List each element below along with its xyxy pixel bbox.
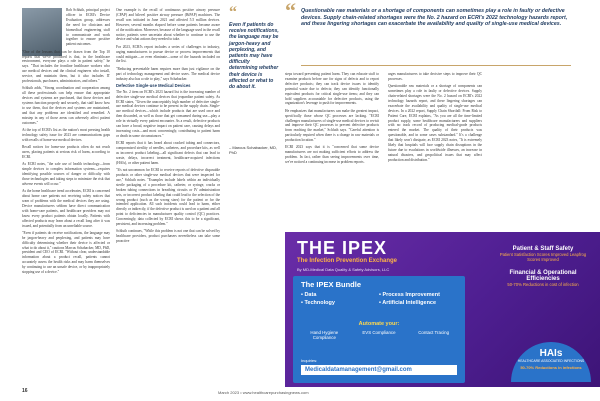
page-number: 16: [22, 388, 28, 394]
benefit-title: Patient & Staff Safety: [512, 246, 574, 252]
hais-subtitle: HEALTHCARE ASSOCIATED INFECTIONS: [517, 359, 585, 363]
ipex-advertisement: [285, 232, 600, 387]
bundle-title: The IPEX Bundle: [301, 280, 362, 289]
quote-attribution: – Marcus Schabacker, MD, PhD: [229, 145, 278, 155]
ad-subtitle: The Infection Prevention Exchange: [297, 258, 398, 264]
paragraph: "It's not uncommon for ECRI to receive reports of defective disposable products or other single-use medical devices that were inspected for use," Schluth notes. "Examples include labels within an individually sterile packaging of a procedure kit, catheter, or syringe, cracks or broken tubing connections in breathing circuits or IV administration sets, or incorrect product labeling that could lead to the selection of the wrong product (such as the wrong sizes) for the patient or for the intended application. All such incidents could lead to harm, either directly or indirectly, if the defective product is used on a patient and all point to deficiencies in manufacturer quality control (QC) practices. Concerningly, data collected by ECRI shows this to be a significant, persistent, and increasing problem.": [116, 168, 220, 227]
quote-mark-icon: “: [229, 4, 237, 21]
paragraph: "Even if patients do receive notifications, the language may be jargon-heavy and perplexing, and patients may have difficulty determining whether their device is affected or what to do about it," cautions Marcus Schabacker, MD, PhD, president and CEO of ECRI. "Without clear, understandable information about a product recall, patients cannot accurately assess the health risks and may harm themselves by continuing to use an unsafe device, or by inappropriately stopping use of a device.": [22, 230, 110, 275]
paragraph: Schluth adds, "Strong coordination and cooperation among all these professionals can help ensure that appropriate devices and systems are purchased, that those devices and systems function properly and securely, that staff know how to use them, that the devices and systems are maintained, and that any problems are identified and remedied. A misstep in any of those areas can adversely affect patient outcomes.": [22, 86, 110, 125]
feature-item: • Artificial Intelligence: [379, 299, 437, 306]
ad-bundle-box: [293, 276, 465, 383]
paragraph: Rob Schluth, principal project officer in ECRI's Device Evaluation group, addresses the need for clinicians and biomedical engineering staff to communicate and work together to ensure positive patient outcomes.: [66, 8, 110, 47]
paragraph: As ECRI notes, "the safe use of health technology—from simple devices to complex information systems—requires identifying possible sources of danger or difficulty with those technologies and taking steps to minimize the risk that adverse events will occur.": [22, 162, 110, 186]
paragraph: "Reducing preventable harm requires more than just vigilance on the part of technology management and device users. The medical device industry also has a role to play," says Schabacker.: [116, 66, 220, 81]
feature-item: • Data: [301, 292, 317, 298]
paragraph: ECRI 2023 says that it is "concerned that some device manufacturers are not making sufficient efforts to address the problem. In fact, rather than seeing improvements over time, we've noticed a continuing increase in problem reports.: [285, 145, 379, 165]
hais-title: HAIs: [539, 348, 563, 359]
inquiries-email[interactable]: Medicaldatamanagement@gmail.com: [301, 365, 457, 375]
column-5: [388, 72, 482, 165]
feature-item: • Technology: [301, 299, 335, 306]
paragraph: ECRI reports that it has heard about cracked tubing and connectors, compromised sterility of needles, catheters, and procedure kits, as well as incorrect product labeling—all significant defects that can lead to waste, delays, incorrect treatment, healthcare-acquired infections (HAIs), or other patient harm.: [116, 141, 220, 165]
paragraph: As the home healthcare trend accelerates, ECRI is concerned about home care patients not receiving safety notices that warn of problems with the medical devices they are using. Device manufacturers seldom have direct communication with home-care patients, and healthcare providers may not know every product patients obtain locally. Patients with affected products may learn about a recall long after it was issued, and potentially from an unreliable source.: [22, 189, 110, 228]
inquiries-label: Inquiries:: [301, 358, 318, 363]
paragraph: Questionable raw materials or a shortage of components can sometimes play a role in faulty or defective devices. Supply chain-related shortages were the No. 2 hazard on ECRI's 2022 technology hazards report, and these lingering shortages can exacerbate the availability and quality of single-use medical devices. In a 2022 report, Supply Chain Shortfall: From Risk to Patient Care, ECRI explains, "As you are all the time-limited product supply, some healthcare manufacturers and suppliers with no track record of producing medical-grade products entered the market. The quality of their products was questionable, and in some cases substandard." It's a challenge that likely won't dissipate, as ECRI 2023 notes, "It is extremely likely that hospitals will face supply chain disruptions in the future due to escalations in worldwide illnesses, an increase in natural disasters, and geopolitical issues that may affect production and distribution.": [388, 84, 482, 162]
ad-title: THE IPEX: [297, 238, 388, 258]
hais-stat: 50-70% Reductions in infections: [520, 365, 582, 370]
benefit-title: Financial & Operational Efficiencies: [509, 270, 577, 282]
paragraph: "One of the lessons that can be drawn from the Top 10 reports that we've produced is that, in the healthcare environment, everyone plays a role in patient safety," he says. "That includes the frontline healthcare workers who use medical devices and the clinical engineers who install, service, and maintain them, but it also includes IT professionals, purchasers, administrators, and others.": [22, 49, 110, 84]
column-4: [285, 72, 379, 167]
paragraph: At the top of ECRI's list as the nation's most pressing health technology safety issue for 2023 are communications gaps with recalls of home-use medical devices.: [22, 128, 110, 142]
divider: [301, 65, 571, 66]
ad-byline: By MD-Medical Data Quality & Safety Advisors, LLC: [297, 267, 390, 272]
automate-heading: Automate your:: [358, 321, 400, 327]
paragraph: Schluth continues, "While this problem is not one that can be solved by healthcare providers, product purchasers nevertheless can take some proactive: [116, 229, 220, 244]
hais-badge: [511, 342, 591, 382]
pullquote: Questionable raw materials or a shortage of components can sometimes play a role in faulty or defective devices. Supply chain-related shortages were the No. 2 hazard on ECRI's 2022 technology hazards report, and these lingering shortages can exacerbate the availability and quality of single-use medical devices.: [301, 8, 568, 28]
pullquote-mark-icon: “: [285, 0, 296, 23]
benefit-text: Patient Satisfaction Scores Improved Leapfrog Scores Improved: [499, 252, 587, 262]
benefit-text: 50-70% Reductions in cost of infection: [507, 282, 579, 287]
paragraph: urges manufacturers to take decisive steps to improve their QC processes.: [388, 72, 482, 81]
feature-item: • Process Improvement: [379, 292, 440, 298]
column-2: [116, 8, 220, 247]
automate-items: [297, 330, 461, 340]
feature-list: [301, 292, 461, 307]
automate-item: EVS Compliance: [362, 330, 396, 335]
side-quote: Even if patients do receive notifications, the language may be jargon-heavy and perplexing, and patients may have difficulty determining whether their device is affected or what to do about it.: [229, 22, 279, 91]
paragraph: The No. 2 item on ECRI's 2023 hazard list is the increasing number of defective single-use medical devices that jeopardize patient safety. As ECRI states, "Given the unacceptably high number of defective single-use medical devices continue to be present in the supply chain. Single-use medical devices—which include products that are used once and then discarded, as well as those that get consumed during use—play a role in virtually every patient encounter. As a result, defective products can have a broad, negative impact on patient care, causing delays and increasing costs—and most concerningly, contributing to patient harm or death in some circumstances.": [116, 89, 220, 138]
paragraph: For 2023, ECRI's report includes a series of challenges to industry, urging manufacturers to pursue device or process improvements that could mitigate—or even eliminate—some of the hazards included on the list.: [116, 44, 220, 64]
paragraph: One example is the recall of continuous positive airway pressure (CPAP) and bilevel positive airway pressure (BiPAP) machines. The recall was initiated in June 2021 and affected 5.5 million devices. However, several months elapsed before some patients became aware of the notification. Moreover, because of the language used in the recall notice, patients were uncertain about whether to continue to use the device and what actions they needed to take.: [116, 8, 220, 42]
paragraph: He emphasizes that manufacturers can make the greatest impact, specifically those whose QC processes are lacking. "ECRI challenges manufacturers of single-use medical devices to revisit and improve their QC processes to prevent defective products from reaching the market," Schluth says. "Careful attention is particularly required when there is a change in raw materials or production location.": [285, 108, 379, 143]
paragraph: steps toward preventing patient harm. They can educate staff to examine products before use for signs of defects and to report defective products; they can track device issues to identify potential waste due to defects; they can identify functionally equivalent products for critical single-use items; and they can hold suppliers accountable for defective products, using the organization's leverage to push for improvements.: [285, 72, 379, 106]
column-1: [22, 8, 110, 277]
section-heading: Defective Single-use Medical Devices: [116, 82, 191, 88]
ad-benefits: [495, 238, 591, 287]
automate-item: Contact Tracing: [418, 330, 450, 335]
paragraph: Recall notices for home-use products often do not reach users, placing patients at serious risk of harm, according to ECRI.: [22, 145, 110, 159]
automate-item: Hand Hygiene Compliance: [310, 330, 339, 340]
page-footer: March 2023 • www.healthcarepurchasingnews.com: [218, 390, 309, 395]
